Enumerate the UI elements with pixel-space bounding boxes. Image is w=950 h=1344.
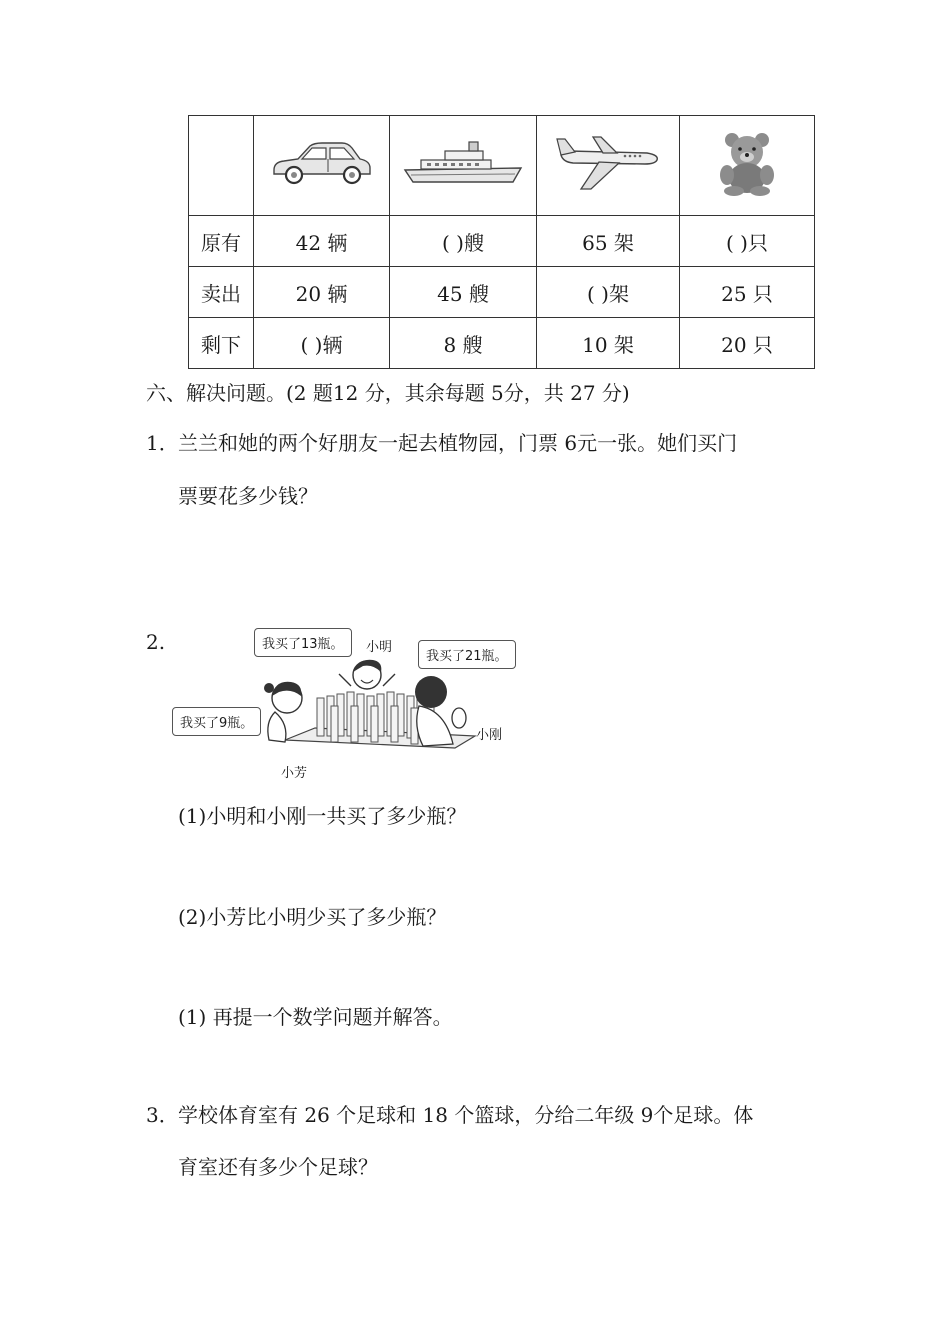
teddy-bear-cell <box>680 116 815 216</box>
table-cell: 10 架 <box>537 318 680 369</box>
row-label: 剩下 <box>189 318 254 369</box>
ship-icon <box>401 138 525 188</box>
table-cell: 25 只 <box>680 267 815 318</box>
q1-text-line1: 兰兰和她的两个好朋友一起去植物园，门票 6元一张。她们买门 <box>178 431 738 455</box>
q3-text-line1: 学校体育室有 26 个足球和 18 个篮球，分给二年级 9个足球。体 <box>178 1103 754 1127</box>
car-cell <box>254 116 390 216</box>
speech-bubble-xiaoming: 我买了13瓶。 <box>254 628 352 657</box>
q2-sub1: (1)小明和小刚一共买了多少瓶？ <box>178 804 467 828</box>
table-row-sold <box>189 267 815 318</box>
q1-number: 1． <box>146 431 179 455</box>
table-cell-blank[interactable]: ( )辆 <box>254 318 390 369</box>
q2-number: 2. <box>146 630 166 654</box>
table-cell: 8 艘 <box>390 318 537 369</box>
inventory-table <box>188 115 815 369</box>
row-label: 原有 <box>189 216 254 267</box>
name-label-xiaofang: 小芳 <box>281 766 308 781</box>
table-cell-blank[interactable]: ( )架 <box>537 267 680 318</box>
q2-sub2: (2)小芳比小明少买了多少瓶？ <box>178 905 447 929</box>
airplane-icon <box>555 133 661 193</box>
q1-text-line2: 票要花多少钱？ <box>178 484 318 508</box>
table-header-row <box>189 116 815 216</box>
section-heading: 六、解决问题。(2 题12 分，其余每题 5分，共 27 分) <box>146 381 630 405</box>
car-icon <box>270 138 374 188</box>
q2-sub3: (1) 再提一个数学问题并解答。 <box>178 1005 453 1029</box>
table-cell: 42 辆 <box>254 216 390 267</box>
name-label-xiaoming: 小明 <box>366 640 393 655</box>
name-label-xiaogang: 小刚 <box>476 728 503 743</box>
table-cell: 20 只 <box>680 318 815 369</box>
q3-number: 3． <box>146 1103 179 1127</box>
q3-text-line2: 育室还有多少个足球？ <box>178 1155 378 1179</box>
table-cell-blank[interactable]: ( )只 <box>680 216 815 267</box>
speech-bubble-xiaogang: 我买了21瓶。 <box>418 640 516 669</box>
table-cell: 20 辆 <box>254 267 390 318</box>
speech-bubble-xiaofang: 我买了9瓶。 <box>172 707 261 736</box>
row-label: 卖出 <box>189 267 254 318</box>
table-cell: 65 架 <box>537 216 680 267</box>
table-cell: 45 艘 <box>390 267 537 318</box>
table-row-original <box>189 216 815 267</box>
table-cell-blank[interactable]: ( )艘 <box>390 216 537 267</box>
airplane-cell <box>537 116 680 216</box>
teddy-bear-icon <box>712 130 782 196</box>
table-row-remaining <box>189 318 815 369</box>
table-corner-cell <box>189 116 254 216</box>
ship-cell <box>390 116 537 216</box>
